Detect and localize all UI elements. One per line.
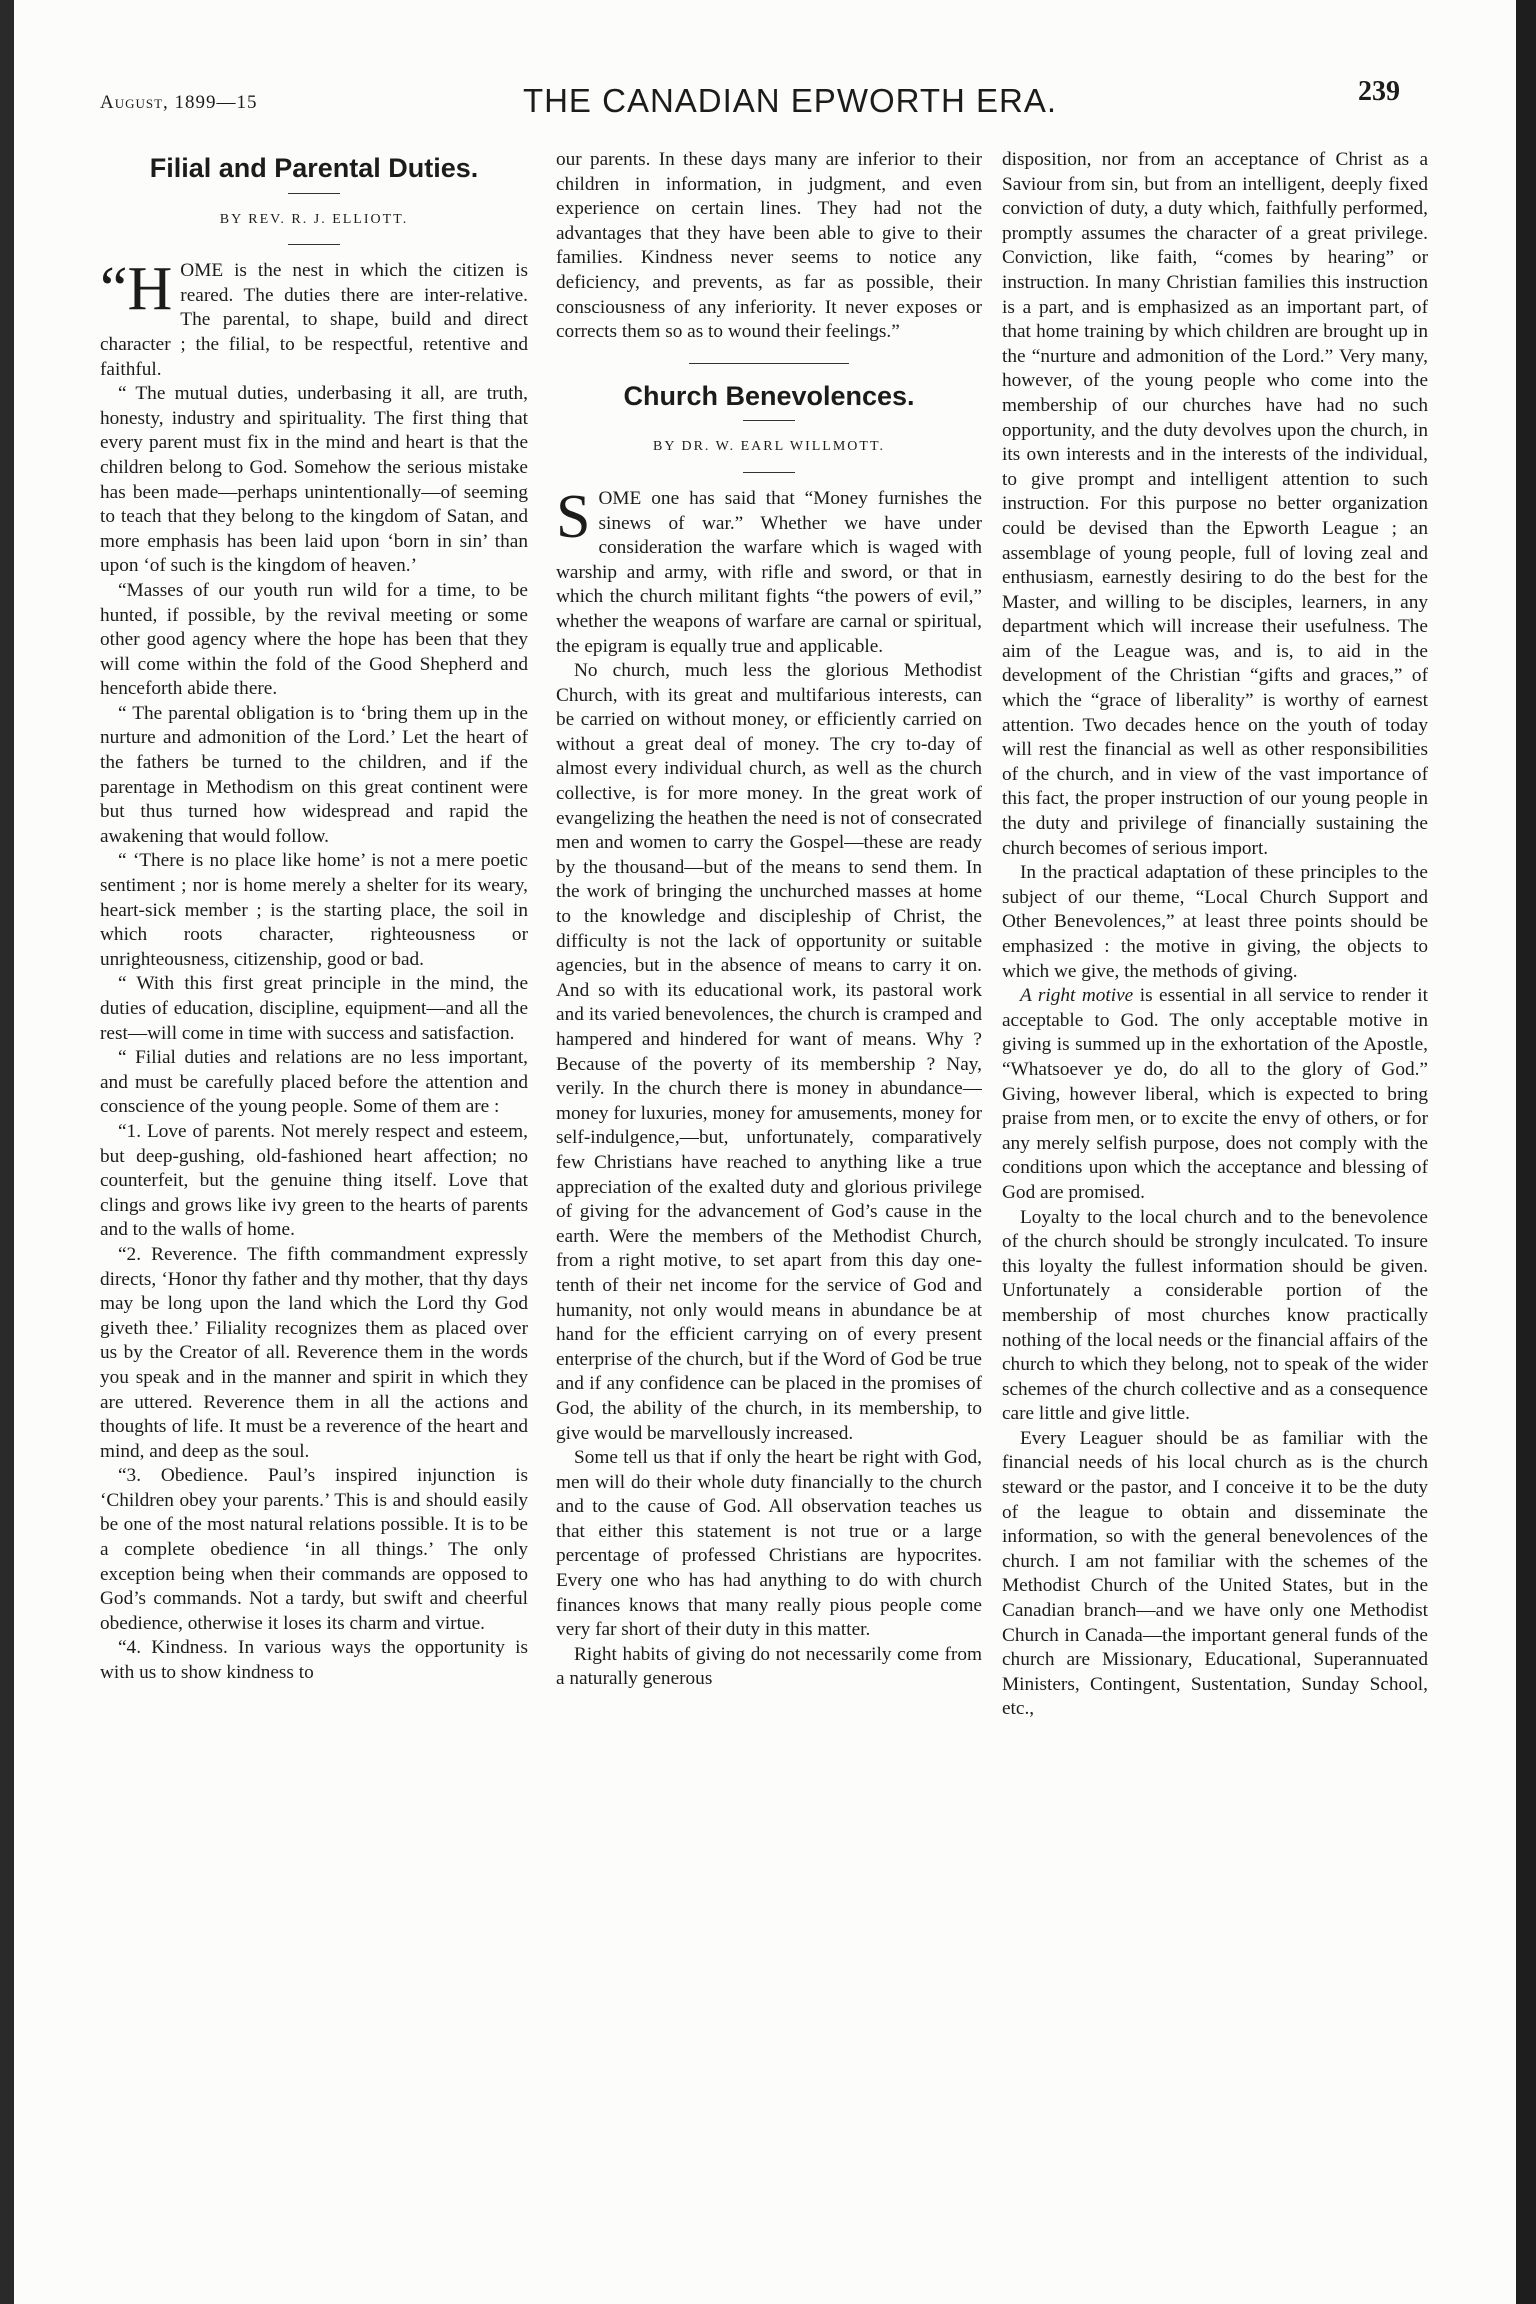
- paragraph: “Masses of our youth run wild for a time, to be hunted, if possible, by the revival meeting or some other good agency where the hope has been that they will come within the fold of the Good Shepherd and henceforth abide there.: [100, 579, 528, 700]
- paragraph: Every Leaguer should be as familiar with the financial needs of his local church as is the church steward or the pastor, and I conceive it to be the duty of the league to obtain and disseminate the information, so with the general benevolences of the church. I am not familiar with the schemes of the Methodist Church of the United States, but in the Canadian branch—and we have only one Methodist Church in Canada—the important general funds of the church are Missionary, Educational, Superannuated Ministers, Contingent, Sustentation, Sunday School, etc.,: [1002, 1427, 1428, 1720]
- paragraph: “2. Reverence. The fifth commandment expressly directs, ‘Honor thy father and thy mother, that thy days may be long upon the land which the Lord thy God giveth thee.’ Filiality recognizes them as placed over us by the Creator of all. Reverence them in the words you speak and in the manner and spirit in which they are uttered. Reverence them in all the actions and thoughts of life. It must be a reverence of the heart and mind, and deep as the soul.: [100, 1243, 528, 1462]
- lead-text: OME is the nest in which the citizen is reared. The duties there are inter-relative. The parental, to shape, build and direct character ; the filial, to be respectful, retentive and faithful.: [100, 260, 528, 380]
- lead-text: OME one has said that “Money furnishes the sinews of war.” Whether we have under consideration the warfare which is waged with warship and army, with rifle and sword, or that in which the church militant fights “the powers of evil,” whether the weapons of warfare are carnal or spiritual, the epigram is equally true and applicable.: [556, 487, 982, 657]
- paragraph-continued: disposition, nor from an acceptance of Christ as a Saviour from sin, but from an intelligent, deeply fixed conviction of duty, a duty which, faithfully performed, promptly assumes the character of a great privilege. Conviction, like faith, “comes by hearing” or instruction. In many Christian families this instruction is a part, and is emphasized as an important part, of that home training by which children are brought up in the “nurture and admonition of the Lord.” Very many, however, of the young people who come into the membership of our churches have had no such opportunity, and the duty devolves upon the church, in its own interests and in the interests of the individual, to give prompt and intelligent attention to such instruction. For this purpose no better organization could be devised than the Epworth League ; an assemblage of young people, full of loving zeal and enthusiasm, earnestly desiring to do the best for the Master, and willing to be disciples, learners, in any department which will increase their usefulness. The aim of the League was, and is, to aid in the development of the Christian “gifts and graces,” of which the “grace of liberality” is worthy of earnest attention. Two decades hence on the youth of today will rest the financial as well as other responsibilities of the church, and in view of the vast importance of this fact, the proper instruction of our young people in the duty and privilege of financially sustaining the church becomes of serious import.: [1002, 149, 1428, 859]
- byline-rule: [743, 472, 795, 473]
- page-right-border: [1516, 0, 1536, 2304]
- paragraph-continued: our parents. In these days many are inferior to their children in information, in judgment, and even experience on certain lines. They had not the advantages that they have been able to give to their families. Kindness never seems to notice any deficiency, and prevents, as far as possible, their consciousness of any inferiority. It never exposes or corrects them so as to wound their feelings.”: [556, 149, 982, 343]
- paragraph: “ The mutual duties, underbasing it all, are truth, honesty, industry and spirituality. The first thing that every parent must fix in the mind and heart is that the children belong to God. Somehow the serious mistake has been made—perhaps unintentionally—of seeming to teach that they belong to the kingdom of Satan, and more emphasis has been laid upon ‘born in sin’ than upon ‘of such is the kingdom of heaven.’: [100, 383, 528, 577]
- paragraph: Right habits of giving do not necessarily come from a naturally generous: [556, 1643, 982, 1690]
- article-lead-paragraph: [556, 482, 982, 659]
- column-1: [100, 148, 528, 2288]
- paragraph: “4. Kindness. In various ways the opportunity is with us to show kindness to: [100, 1637, 528, 1684]
- paragraph: Some tell us that if only the heart be right with God, men will do their whole duty financially to the church and to the cause of God. All observation teaches us that either this statement is not true or a large percentage of professed Christians are hypocrites. Every one who has had anything to do with church finances knows that many really pious people come very far short of their duty in this matter.: [556, 1447, 982, 1641]
- paragraph: No church, much less the glorious Methodist Church, with its great and multifarious interests, can be carried on without money, or efficiently carried on without a great deal of money. The cry to-day of almost every individual church, as well as the church collective, is for more money. In the great work of evangelizing the heathen the need is not of consecrated men and women to carry the Gospel—these are ready by the thousand—but of the means to send them. In the work of bringing the unchurched masses at home to the knowledge and discipleship of Christ, the difficulty is not the lack of opportunity or suitable agencies, but in the absence of means to carry it on. And so with its educational work, its pastoral work and its varied benevolences, the church is cramped and hampered and hindered for want of means. Why ? Because of the poverty of its membership ? Nay, verily. In the church there is money in abundance—money for luxuries, money for amusements, money for self-indulgence,—but, unfortunately, comparatively few Christians have reached to anything like a true appreciation of the exalted duty and glorious privilege of giving for the advancement of God’s cause in the earth. Were the members of the Methodist Church, from a right motive, to set apart from this day one-tenth of their net income for the service of God and humanity, not only would means in abundance be at hand for the efficient carrying on of every present enterprise of the church, but if the Word of God be true and if any confidence can be placed in the promises of God, the ability of the church, in its membership, to give would be marvellously increased.: [556, 660, 982, 1444]
- article-separator: [689, 363, 849, 364]
- paragraph: “ ‘There is no place like home’ is not a mere poetic sentiment ; nor is home merely a shelter for its weary, heart-sick member ; is the starting place, the soil in which roots character, righteousness or unrighteousness, citizenship, good or bad.: [100, 850, 528, 970]
- byline-rule: [288, 244, 340, 245]
- paragraph: “3. Obedience. Paul’s inspired injunction is ‘Children obey your parents.’ This is and should easily be one of the most natural relations possible. It is to be a complete obedience ‘in all things.’ The only exception being when their commands are opposed to God’s commands. Not a tardy, but swift and cheerful obedience, otherwise it loses its charm and virtue.: [100, 1465, 528, 1634]
- article-byline: BY DR. W. EARL WILLMOTT.: [653, 439, 885, 455]
- issue-date: August, 1899—15: [100, 92, 258, 113]
- drop-cap: S: [556, 482, 591, 551]
- paragraph: Loyalty to the local church and to the benevolence of the church should be strongly inculcated. To insure this loyalty the fullest information should be given. Unfortunately a considerable portion of the membership of most churches know practically nothing of the local needs or the financial affairs of the church to which they belong, not to speak of the wider schemes of the church collective and as a consequence care little and give little.: [1002, 1206, 1428, 1425]
- page-left-border: [0, 0, 14, 2304]
- page-number: 239: [1358, 76, 1400, 107]
- title-rule: [743, 420, 795, 421]
- drop-cap: “H: [100, 255, 173, 324]
- paragraph: In the practical adaptation of these principles to the subject of our theme, “Local Church Support and Other Benevolences,” at least three points should be emphasized : the motive in giving, the objects to which we give, the methods of giving.: [1002, 862, 1428, 982]
- article-title: Church Benevolences.: [623, 380, 915, 411]
- paragraph: “ With this first great principle in the mind, the duties of education, discipline, equipment—and all the rest—will come in time with success and satisfaction.: [100, 973, 528, 1044]
- italic-lead: A right motive: [1020, 985, 1134, 1007]
- paragraph: “ The parental obligation is to ‘bring them up in the nurture and admonition of the Lord.’ Let the heart of the fathers be turned to the children, and if the parentage in Methodism on this great continent were but thus turned how widespread and rapid the awakening that would follow.: [100, 702, 528, 847]
- page-header: [100, 70, 1400, 130]
- column-3: [1002, 148, 1428, 2288]
- paragraph: “ Filial duties and relations are no less important, and must be carefully placed before the attention and conscience of the young people. Some of them are :: [100, 1047, 528, 1118]
- masthead-title: THE CANADIAN EPWORTH ERA.: [522, 82, 1058, 119]
- paragraph: “1. Love of parents. Not merely respect and esteem, but deep-gushing, old-fashioned heart affection; no counterfeit, but the genuine thing itself. Love that clings and grows like ivy green to the hearts of parents and to the walls of home.: [100, 1120, 528, 1241]
- article-lead-paragraph: [100, 255, 528, 382]
- title-rule: [288, 193, 340, 194]
- article-byline: BY REV. R. J. ELLIOTT.: [219, 211, 409, 227]
- paragraph-text: is essential in all service to render it acceptable to God. The only acceptable motive in giving is summed up in the exhortation of the Apostle, “Whatsoever ye do, do all to the glory of God.” Giving, however liberal, which is expected to bring praise from men, or to excite the envy of others, or for any merely selfish purpose, does not comply with the conditions upon which the acceptance and blessing of God are promised.: [1002, 985, 1428, 1203]
- paragraph: [1002, 984, 1428, 1205]
- article-title: Filial and Parental Duties.: [149, 153, 479, 183]
- column-2: [556, 148, 982, 2288]
